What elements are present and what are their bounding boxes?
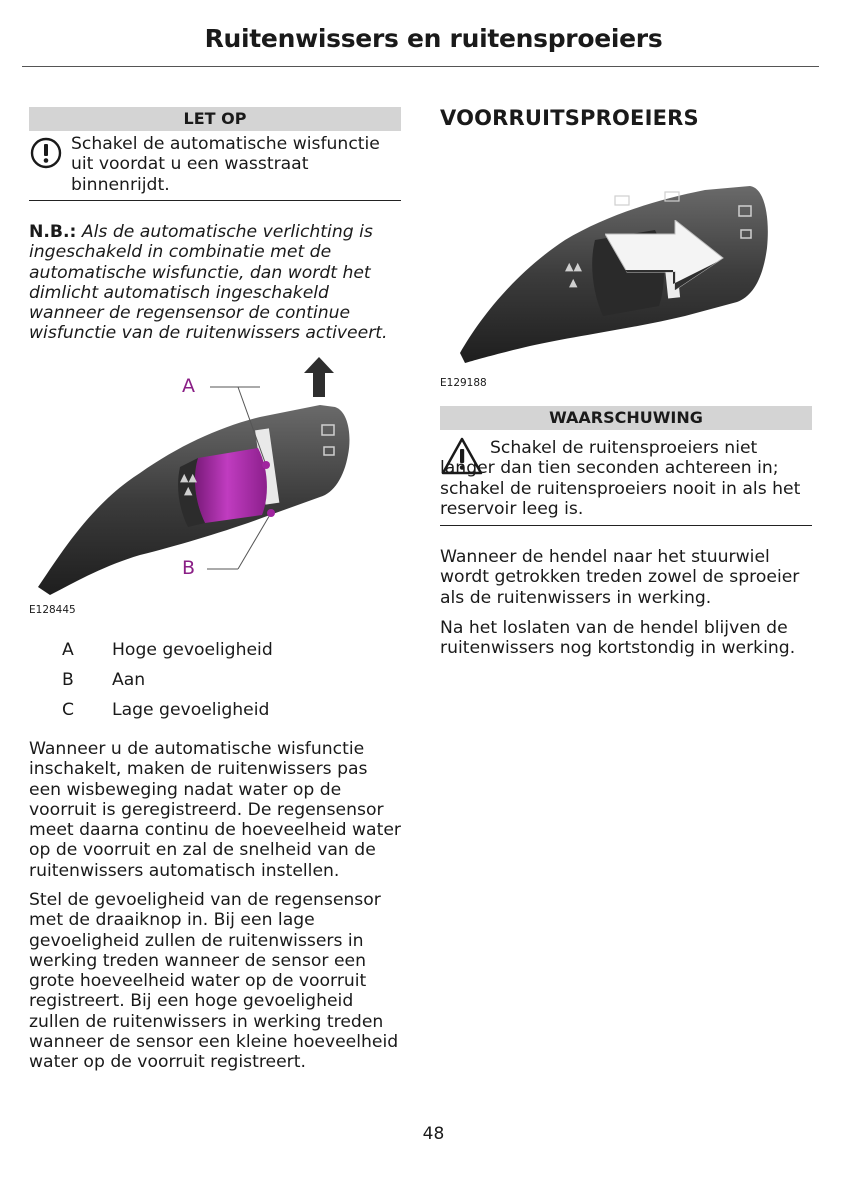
page-number: 48 [422,1124,445,1144]
legend-value: Aan [112,670,146,690]
arrow-up-icon [304,357,334,401]
figure-caption-right: E129188 [440,377,487,389]
figure-label-a: A [182,375,195,397]
legend-value: Hoge gevoeligheid [112,640,273,660]
left-paragraph-2: Stel de gevoeligheid van de regensensor met de draaiknop in. Bij een lage gevoeligheid zullen de ruitenwissers in werking treden wanneer de sensor een grote hoeveelheid water op de voorruit registreert. Bij een hoge gevoeligheid zullen de ruitenwissers in werking treden wanneer de sensor een kleine hoeveelheid water op de voorruit registreert. [29,890,399,1073]
warning-header: WAARSCHUWING [440,406,812,430]
stalk-figure-washer [455,178,775,363]
right-paragraph-1: Wanneer de hendel naar het stuurwiel wordt getrokken treden zowel de sproeier als de ruitenwissers in werking. [440,547,800,608]
caution-circle-icon [30,137,62,169]
svg-text:▲▲: ▲▲ [180,471,197,484]
right-paragraph-2: Na het loslaten van de hendel blijven de ruitenwissers nog kortstondig in werking. [440,618,796,659]
legend-key: C [62,700,75,720]
left-paragraph-1: Wanneer u de automatische wisfunctie inschakelt, maken de ruitenwissers pas een wisbeweging nadat water op de voorruit is geregistreerd. De regensensor meet daarna continu de hoeveelheid water op de voorruit en zal de snelheid van de ruitenwissers automatisch instellen. [29,739,401,881]
title-divider [22,66,819,67]
svg-text:▲▲: ▲▲ [565,260,582,273]
legend-row [62,700,269,720]
figure-label-b: B [182,557,196,579]
svg-text:▲: ▲ [569,276,578,289]
legend-value: Lage gevoeligheid [112,700,270,720]
figure-caption-left: E128445 [29,604,76,616]
section-heading: VOORRUITSPROEIERS [440,106,699,130]
legend-key: A [62,640,74,660]
legend-row [62,670,145,690]
caution-divider [29,200,401,201]
warning-divider [440,525,812,526]
caution-header: LET OP [29,107,401,131]
warning-text: Schakel de ruitensproeiers niet langer dan tien seconden achtereen in; schakel de ruitensproeiers nooit in als het reservoir leeg is. [440,438,801,519]
note-block [29,222,404,344]
svg-text:▲: ▲ [184,484,193,497]
page-title: Ruitenwissers en ruitensproeiers [204,24,663,53]
stalk-figure-ab [30,355,402,605]
note-label: N.B.: [29,222,77,242]
note-text: Als de automatische verlichting is ingeschakeld in combinatie met de automatische wisfunctie, dan wordt het dimlicht automatisch ingeschakeld wanneer de regensensor de continue wisfunctie van de ruitenwissers activeert. [29,222,388,344]
legend-row [62,640,273,660]
caution-text: Schakel de automatische wisfunctie uit voordat u een wasstraat binnenrijdt. [71,134,380,195]
legend-key: B [62,670,74,690]
arrow-down-right-icon [605,220,725,294]
